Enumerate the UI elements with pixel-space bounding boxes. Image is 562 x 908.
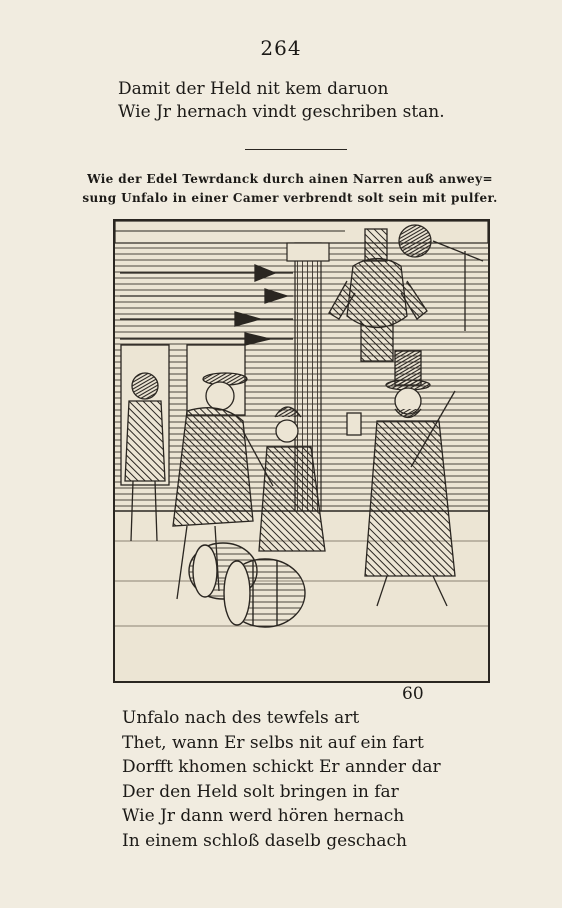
plate-number: 60 <box>402 684 424 704</box>
verse-top <box>118 78 445 124</box>
verse-line: Damit der Held nit kem daruon <box>118 79 389 99</box>
verse-line: Der den Held solt bringen in far <box>122 781 399 802</box>
verse-line: Unfalo nach des tewfels art <box>122 708 360 728</box>
caption-line: sung Unfalo in einer Camer verbrendt solt sein mit pulfer. <box>82 191 498 205</box>
verse-line: Dorfft khomen schickt Er annder dar <box>122 757 441 777</box>
illustration-caption <box>60 170 520 208</box>
section-divider <box>245 149 347 150</box>
caption-line: Wie der Edel Tewrdanck durch ainen Narren auß anwey= <box>87 172 493 186</box>
verse-line: Wie Jr dann werd hören hernach <box>122 806 405 826</box>
page-number: 264 <box>260 36 302 60</box>
verse-bottom <box>122 706 441 853</box>
woodcut-illustration <box>113 219 490 683</box>
verse-line: In einem schloß daselb geschach <box>122 830 407 851</box>
woodcut-scene <box>115 221 488 681</box>
verse-line: Thet, wann Er selbs nit auf ein fart <box>122 732 424 753</box>
verse-line: Wie Jr hernach vindt geschriben stan. <box>118 102 445 122</box>
